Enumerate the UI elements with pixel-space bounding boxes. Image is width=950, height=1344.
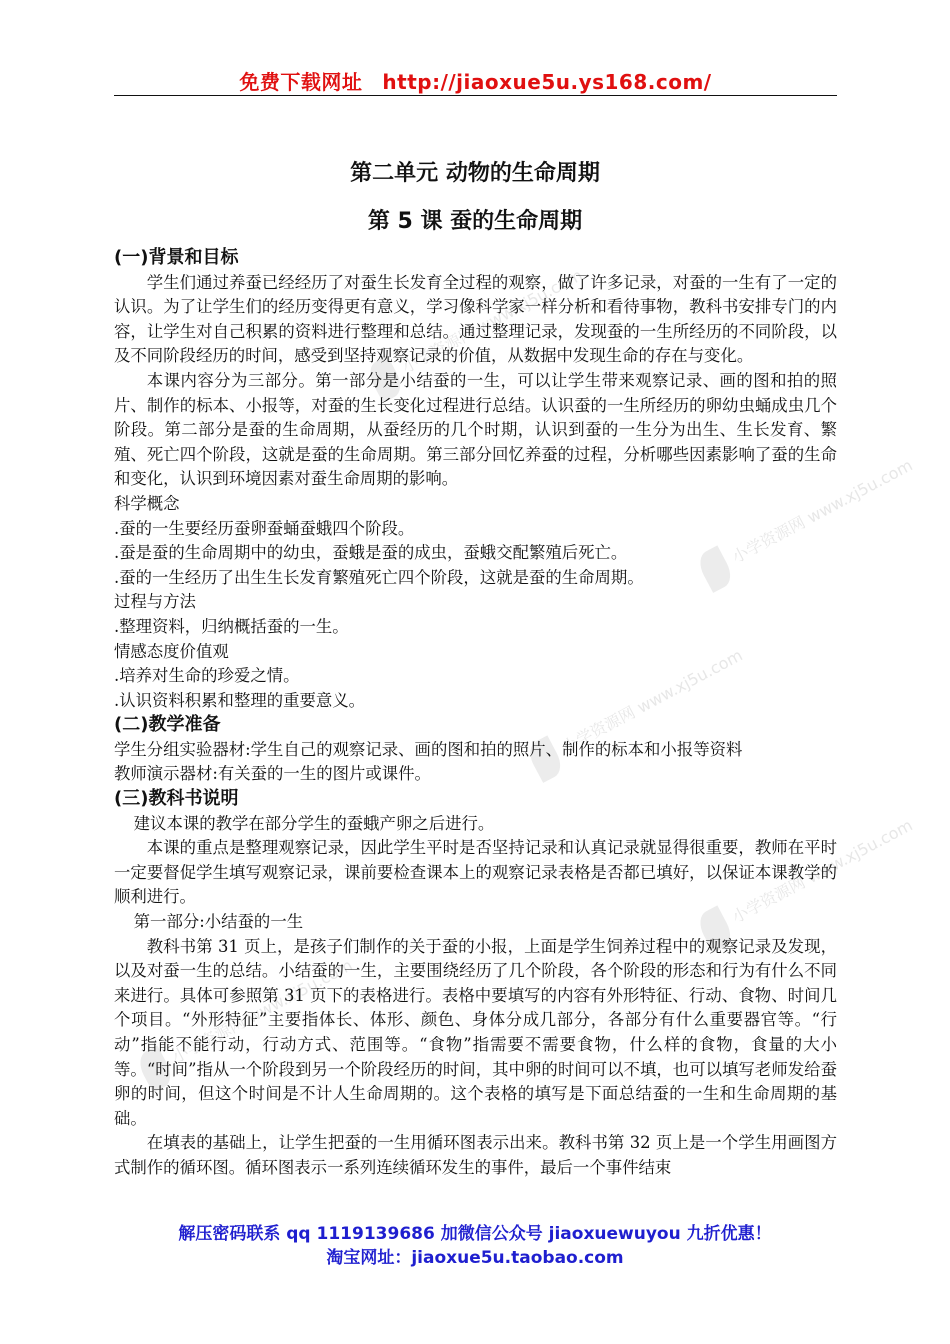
footer-contact: 解压密码联系 qq 1119139686 加微信公众号 jiaoxuewuyou 九折优惠！: [178, 1224, 772, 1244]
list-item: .整理资料，归纳概括蚕的一生。: [114, 616, 349, 636]
header-label: 免费下载网址: [239, 70, 363, 94]
list-item: .蚕是蚕的生命周期中的幼虫，蚕蛾是蚕的成虫，蚕蛾交配繁殖后死亡。: [114, 543, 628, 563]
attitude-label: 情感态度价值观: [114, 641, 229, 661]
section-heading-textbook: (三)教科书说明: [114, 788, 239, 810]
list-item: .蚕的一生要经历蚕卵蚕蛹蚕蛾四个阶段。: [114, 518, 415, 538]
lesson-title: 第 5 课 蚕的生命周期: [367, 209, 583, 234]
header-divider: [114, 95, 837, 96]
paragraph: 本课的重点是整理观察记录，因此学生平时是否坚持记录和认真记录就显得很重要，教师在平时一定要督促学生填写观察记录，课前要检查课本上的观察记录表格是否都已填好，以保证本课教学的顺利进行。: [114, 838, 837, 907]
watermark: 小学资源网 www.xj5u.com: [694, 447, 921, 593]
header-url-link[interactable]: http://jiaoxue5u.ys168.com/: [382, 70, 712, 94]
unit-title: 第二单元 动物的生命周期: [350, 161, 600, 186]
watermark: 小学资源网 www.xj5u.com: [134, 947, 361, 1093]
watermark: 小学资源网 www.xj5u.com: [694, 807, 921, 953]
list-item: .培养对生命的珍爱之情。: [114, 666, 300, 686]
process-label: 过程与方法: [114, 592, 196, 612]
watermark: 小学资源网 www.xj5u.com: [364, 257, 591, 403]
paragraph: 本课内容分为三部分。第一部分是小结蚕的一生，可以让学生带来观察记录、画的图和拍的照片、制作的标本、小报等，对蚕的生长变化过程进行总结。认识蚕的一生所经历的卵幼虫蛹成虫几个阶段。第二部分是蚕的生命周期，从蚕经历的几个时期，认识到蚕的一生分为出生、生长发育、繁殖、死亡四个阶段，这就是蚕的生命周期。第三部分回忆养蚕的过程，分析哪些因素影响了蚕的生命和变化，认识到环境因素对蚕生命周期的影响。: [114, 370, 837, 489]
footer-taobao-link[interactable]: 淘宝网址：jiaoxue5u.taobao.com: [326, 1248, 624, 1268]
section-heading-preparation: (二)教学准备: [114, 714, 221, 736]
paragraph: 教科书第 31 页上，是孩子们制作的关于蚕的小报，上面是学生饲养过程中的观察记录及发现，以及对蚕一生的总结。小结蚕的一生，主要围绕经历了几个阶段，各个阶段的形态和行为有什么不同来进行。具体可参照第 31 页下的表格进行。表格中要填写的内容有外形特征、行动、食物、时间几个项目。“外形特征”主要指体长、体形、颜色、身体分成几部分，各部分有什么重要器官等。“行动”指能不能行动，行动方式、范围等。“食物”指需要不需要食物，什么样的食物，食量的大小等。“时间”指从一个阶段到另一个阶段经历的时间，其中卵的时间可以不填，也可以填写老师发给蚕卵的时间，但这个时间是不计人生命周期的。这个表格的填写是下面总结蚕的一生和生命周期的基础。: [114, 936, 837, 1128]
concept-label: 科学概念: [114, 493, 180, 513]
materials-line: 学生分组实验器材:学生自己的观察记录、画的图和拍的照片、制作的标本和小报等资料: [114, 739, 743, 759]
paragraph: 在填表的基础上，让学生把蚕的一生用循环图表示出来。教科书第 32 页上是一个学生用画图方式制作的循环图。循环图表示一系列连续循环发生的事件，最后一个事件结束: [114, 1133, 837, 1177]
materials-line: 教师演示器材:有关蚕的一生的图片或课件。: [114, 764, 431, 784]
list-item: .蚕的一生经历了出生生长发育繁殖死亡四个阶段，这就是蚕的生命周期。: [114, 567, 644, 587]
download-header: [114, 66, 837, 95]
paragraph: 建议本课的教学在部分学生的蚕蛾产卵之后进行。: [133, 813, 495, 833]
lesson-body: [114, 246, 837, 1181]
list-item: .认识资料积累和整理的重要意义。: [114, 690, 366, 710]
paragraph: 学生们通过养蚕已经经历了对蚕生长发育全过程的观察，做了许多记录，对蚕的一生有了一定的认识。为了让学生们的经历变得更有意义，学习像科学家一样分析和看待事物，教科书安排专门的内容，让学生对自己积累的资料进行整理和总结。通过整理记录，发现蚕的一生所经历的不同阶段，以及不同阶段经历的时间，感受到坚持观察记录的价值，从数据中发现生命的存在与变化。: [114, 272, 837, 366]
section-heading-background: (一)背景和目标: [114, 247, 239, 268]
watermark: 小学资源网 www.xj5u.com: [524, 637, 751, 783]
part-heading: 第一部分:小结蚕的一生: [133, 912, 304, 932]
